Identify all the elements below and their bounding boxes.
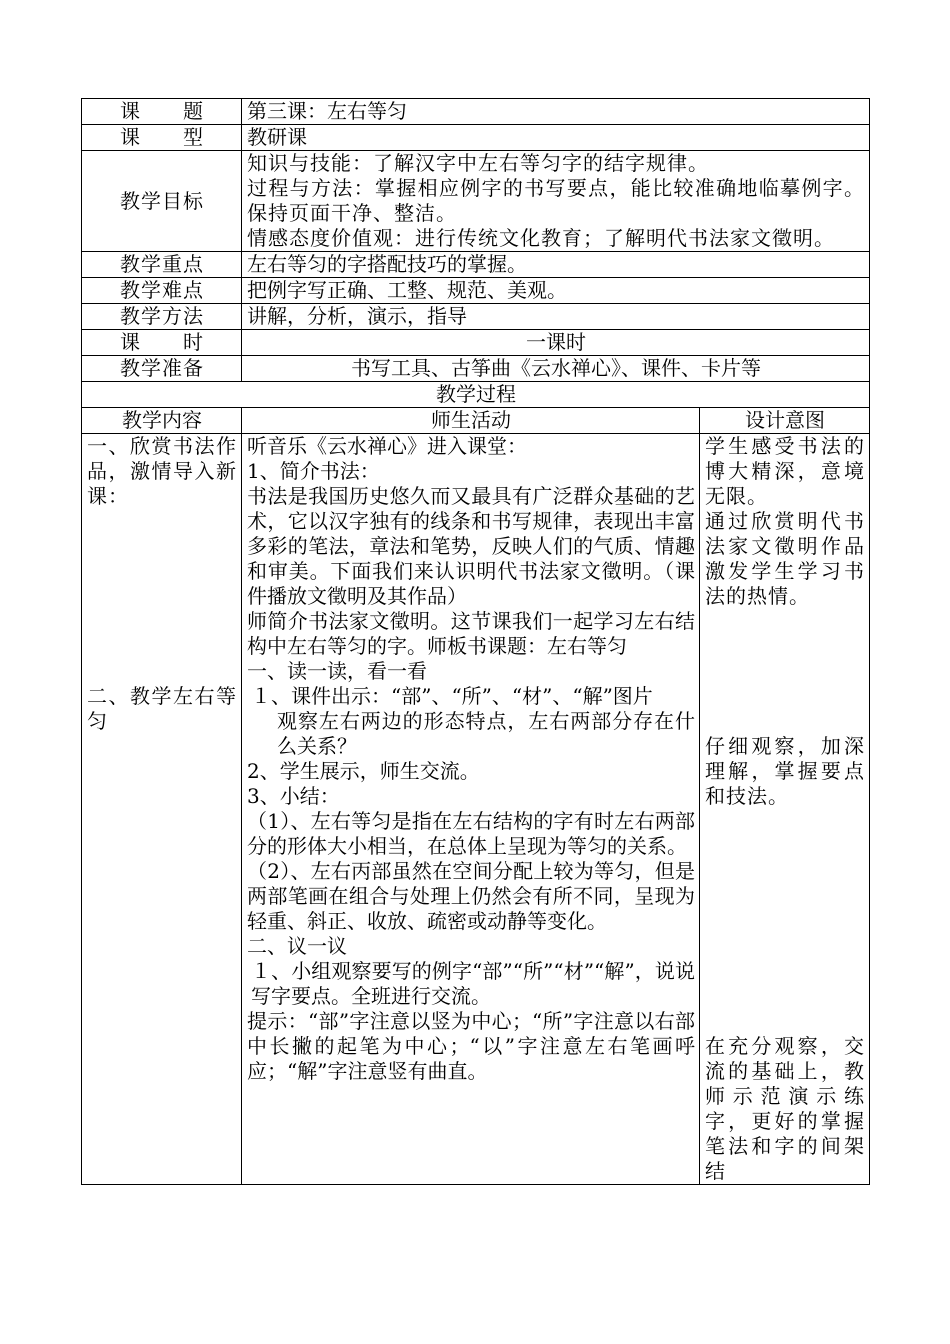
activity-column [242, 434, 700, 1185]
objective-knowledge: 知识与技能：了解汉字中左右等匀字的结字规律。 [247, 151, 709, 175]
process-title: 教学过程 [82, 382, 870, 408]
column-header-content: 教学内容 [82, 408, 242, 434]
intent-4: 在充分观察，交流的基础上，教师示范演示练字，更好的掌握笔法和字的间架结 [705, 1034, 865, 1183]
column-header-activity: 师生活动 [242, 408, 700, 434]
value-preparation: 书写工具、古筝曲《云水禅心》、课件、卡片等 [242, 356, 870, 382]
lesson-plan-table [81, 98, 870, 1185]
activity-line: 提示：“部”字注意以竖为中心；“所”字注意以右部中长撇的起笔为中心；“以”字注意左右笔画呼应；“解”字注意竖有曲直。 [247, 1009, 695, 1083]
value-objectives [242, 151, 870, 252]
label-key-point: 教学重点 [82, 252, 242, 278]
objective-attitude: 情感态度价值观：进行传统文化教育；了解明代书法家文徵明。 [247, 226, 835, 250]
objective-process: 过程与方法：掌握相应例字的书写要点，能比较准确地临摹例字。保持页面干净、整洁。 [247, 176, 865, 225]
activity-line: １、课件出示：“部”、“所”、“材”、“解”图片 [251, 684, 653, 708]
value-difficulty: 把例字写正确、工整、规范、美观。 [242, 278, 870, 304]
activity-line: 一、读一读，看一看 [247, 659, 427, 683]
label-topic: 课 题 [82, 99, 242, 125]
row-difficulty [82, 278, 870, 304]
intent-column [700, 434, 870, 1185]
row-objectives [82, 151, 870, 252]
activity-line: １、小组观察要写的例字“部”“所”“材”“解”，说说写字要点。全班进行交流。 [251, 959, 695, 1008]
value-duration: 一课时 [242, 330, 870, 356]
activity-line: （1）、左右等匀是指在左右结构的字有时左右两部分的形体大小相当，在总体上呈现为等匀的关系。 [247, 809, 695, 858]
label-method: 教学方法 [82, 304, 242, 330]
value-key-point: 左右等匀的字搭配技巧的掌握。 [242, 252, 870, 278]
activity-line: 2、学生展示，师生交流。 [247, 759, 480, 783]
row-type [82, 125, 870, 151]
activity-line: 3、小结： [247, 784, 340, 808]
value-topic: 第三课：左右等匀 [242, 99, 870, 125]
column-header-intent: 设计意图 [700, 408, 870, 434]
activity-line: （2）、左右丙部虽然在空间分配上较为等匀，但是两部笔画在组合与处理上仍然会有所不同，呈现为轻重、斜正、收放、疏密或动静等变化。 [247, 859, 695, 933]
value-type: 教研课 [242, 125, 870, 151]
row-column-headers [82, 408, 870, 434]
intent-3: 仔细观察，加深理解，掌握要点和技法。 [705, 734, 865, 808]
activity-line: 师简介书法家文徵明。这节课我们一起学习左右结构中左右等匀的字。师板书课题：左右等匀 [247, 609, 695, 658]
row-topic [82, 99, 870, 125]
content-column [82, 434, 242, 1185]
label-duration: 课 时 [82, 330, 242, 356]
label-type: 课 型 [82, 125, 242, 151]
activity-line: 观察左右两边的形态特点，左右两部分存在什么关系？ [277, 709, 695, 758]
label-objectives: 教学目标 [82, 151, 242, 252]
label-preparation: 教学准备 [82, 356, 242, 382]
row-process-body [82, 434, 870, 1185]
row-process-title [82, 382, 870, 408]
activity-line: 书法是我国历史悠久而又最具有广泛群众基础的艺术，它以汉字独有的线条和书写规律，表现出丰富多彩的笔法，章法和笔势，反映人们的气质、情趣和审美。下面我们来认识明代书法家文徵明。（课件播放文徵明及其作品） [247, 484, 695, 608]
intent-2: 通过欣赏明代书法家文徵明作品激发学生学习书法的热情。 [705, 509, 865, 608]
activity-line: 二、议一议 [247, 934, 347, 958]
row-key-point [82, 252, 870, 278]
label-difficulty: 教学难点 [82, 278, 242, 304]
activity-line: 听音乐《云水禅心》进入课堂： [247, 434, 527, 458]
row-method [82, 304, 870, 330]
activity-line: 1、简介书法： [247, 459, 380, 483]
content-part-2: 二、教学左右等匀 [87, 684, 237, 733]
row-duration [82, 330, 870, 356]
row-preparation [82, 356, 870, 382]
content-part-1: 一、欣赏书法作品，激情导入新课： [87, 434, 237, 508]
value-method: 讲解，分析，演示，指导 [242, 304, 870, 330]
intent-1: 学生感受书法的博大精深，意境无限。 [705, 434, 865, 508]
